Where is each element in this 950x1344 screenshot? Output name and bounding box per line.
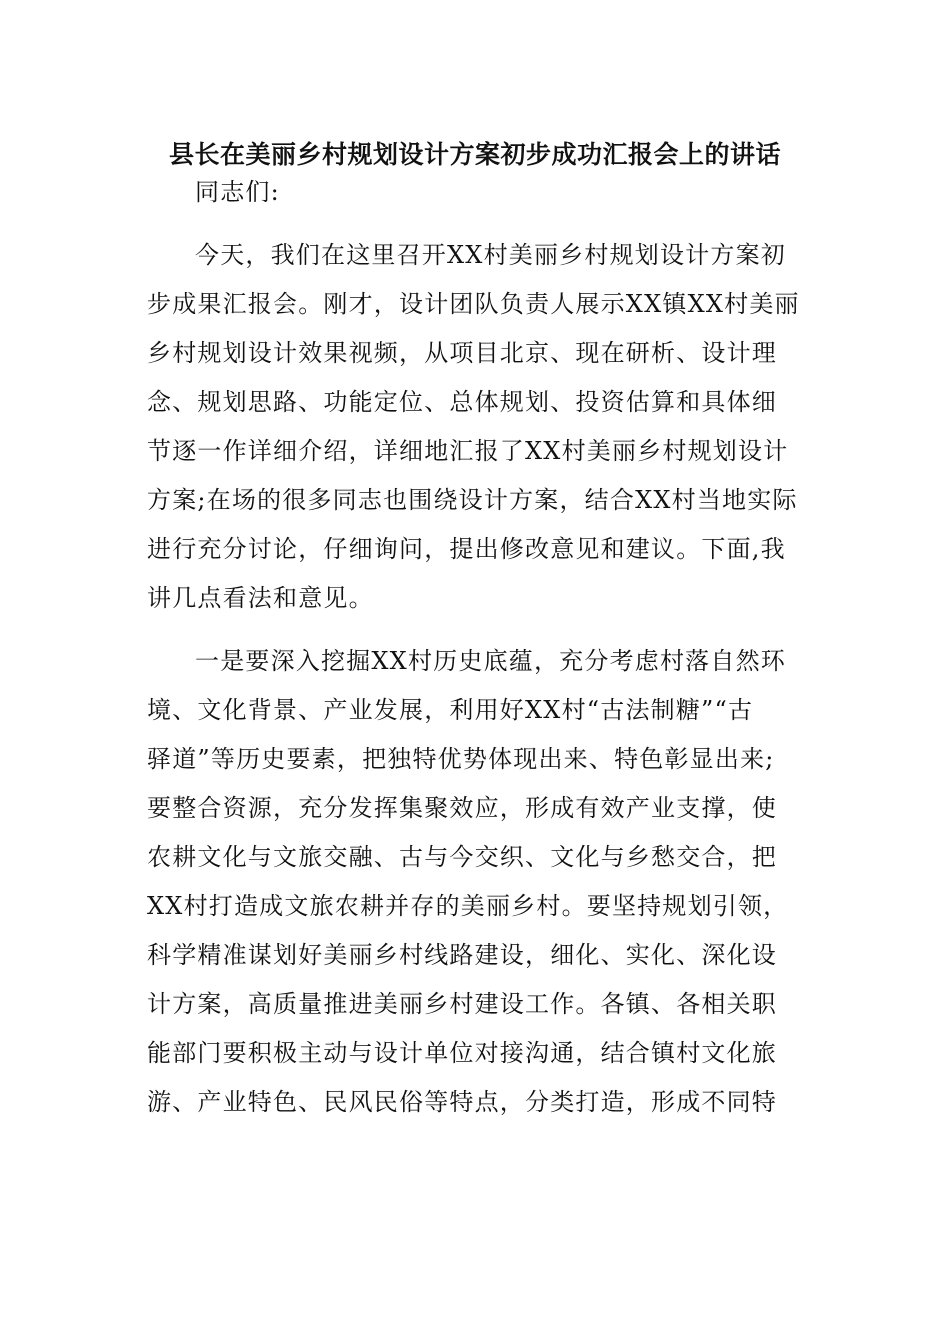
paragraph-line: XX村打造成文旅农耕并存的美丽乡村。要坚持规划引领， xyxy=(147,892,789,920)
paragraph-line: 境、文化背景、产业发展，利用好XX村“古法制糖”“古 xyxy=(147,696,754,724)
paragraph-line: 计方案，高质量推进美丽乡村建设工作。各镇、各相关职 xyxy=(147,990,777,1018)
paragraph-line: 念、规划思路、功能定位、总体规划、投资估算和具体细 xyxy=(147,388,777,416)
paragraph-line: 步成果汇报会。刚才，设计团队负责人展示XX镇XX村美丽 xyxy=(147,290,800,318)
paragraph-line: 要整合资源，充分发挥集聚效应，形成有效产业支撑，使 xyxy=(147,794,777,822)
paragraph-2 xyxy=(147,637,807,1127)
paragraph-line: 驿道”等历史要素，把独特优势体现出来、特色彰显出来; xyxy=(147,745,775,773)
salutation: 同志们: xyxy=(195,178,280,206)
document-body xyxy=(147,168,807,1127)
document-title: 县长在美丽乡村规划设计方案初步成功汇报会上的讲话 xyxy=(168,140,781,169)
paragraph-line: 乡村规划设计效果视频，从项目北京、现在研析、设计理 xyxy=(147,339,777,367)
paragraph-line: 方案;在场的很多同志也围绕设计方案，结合XX村当地实际 xyxy=(147,486,798,514)
paragraph-line: 节逐一作详细介绍，详细地汇报了XX村美丽乡村规划设计 xyxy=(147,437,789,465)
paragraph-1 xyxy=(147,231,807,623)
paragraph-line: 一是要深入挖掘XX村历史底蕴，充分考虑村落自然环 xyxy=(195,647,786,675)
paragraph-line: 农耕文化与文旅交融、古与今交织、文化与乡愁交合，把 xyxy=(147,843,777,871)
paragraph-line: 讲几点看法和意见。 xyxy=(147,584,374,612)
paragraph-line: 能部门要积极主动与设计单位对接沟通，结合镇村文化旅 xyxy=(147,1039,777,1067)
paragraph-line: 科学精准谋划好美丽乡村线路建设，细化、实化、深化设 xyxy=(147,941,777,969)
paragraph-line: 游、产业特色、民风民俗等特点，分类打造，形成不同特 xyxy=(147,1088,777,1116)
paragraph-line: 进行充分讨论，仔细询问，提出修改意见和建议。下面,我 xyxy=(147,535,786,563)
paragraph-line: 今天，我们在这里召开XX村美丽乡村规划设计方案初 xyxy=(195,241,786,269)
